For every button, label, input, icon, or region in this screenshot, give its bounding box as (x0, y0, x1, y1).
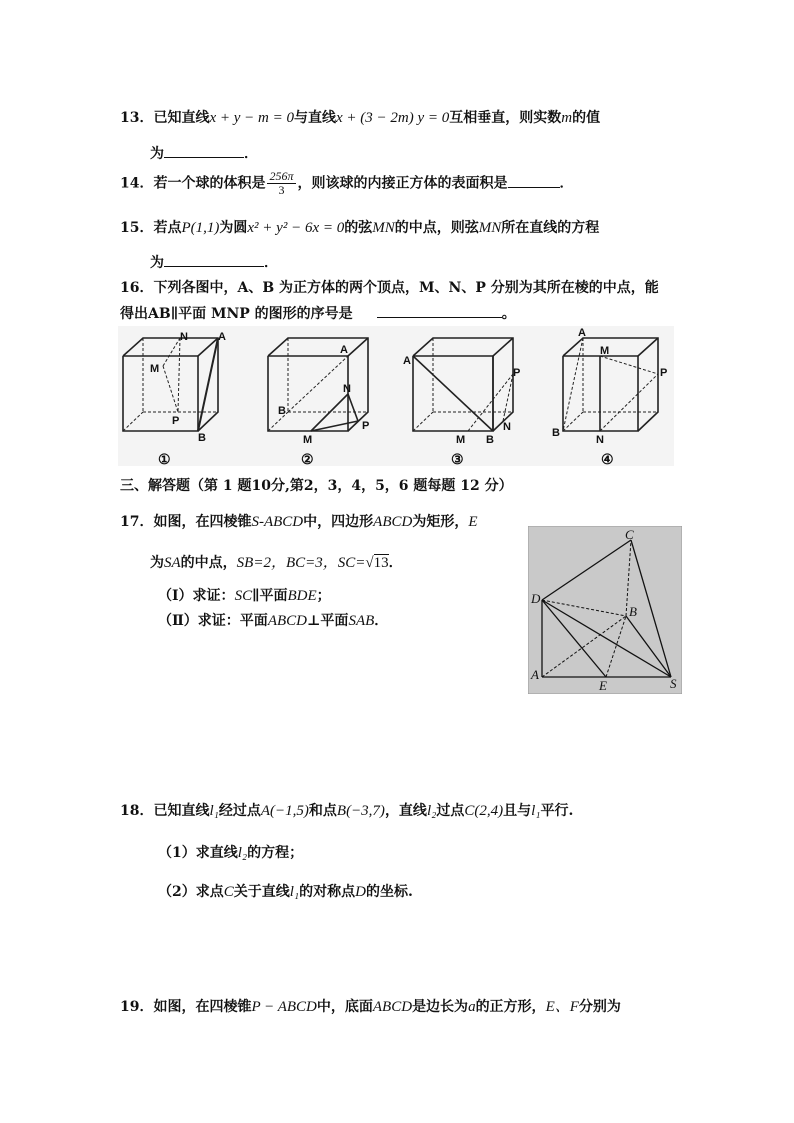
q18-line-l2: l₂ (237, 845, 248, 861)
q16-figures (118, 326, 674, 468)
q18-line-l1: l₁ (531, 803, 541, 819)
q15-chord: MN (372, 220, 395, 236)
q17-part1-text: ∥平面 (252, 588, 288, 604)
fig1-label-P: P (172, 415, 180, 427)
fig17-label-B: B (629, 604, 637, 619)
q13-text: 与直线 (294, 110, 336, 126)
q17-part2-text: ⊥平面 (306, 613, 349, 629)
q17-part1 (158, 585, 331, 605)
q15-line1 (120, 217, 599, 237)
fig17-label-S: S (670, 676, 677, 691)
q17-part1-bde: BDE (287, 588, 317, 604)
fig2-label-A: A (340, 344, 348, 356)
q17-quad: ABCD (373, 514, 413, 530)
q17-part1-text: （Ⅰ）求证： (158, 588, 235, 604)
q17-part1-end: ； (316, 588, 331, 604)
fig4-label-N: N (596, 434, 604, 446)
q17-part1-sc: SC (234, 588, 253, 604)
q15-text: 的中点，则弦 (394, 220, 479, 236)
q13-answer-blank[interactable] (164, 143, 244, 158)
q18-text: 过点 (436, 803, 465, 819)
q15-text: 为圆 (219, 220, 248, 236)
q15-line2 (150, 252, 278, 272)
q13-line1 (120, 107, 600, 127)
q17-line1 (120, 511, 478, 531)
q13-line-eq2: x + (3 − 2m) y = 0 (336, 110, 450, 126)
q16-line2 (120, 303, 516, 323)
fig3-label-B: B (486, 434, 494, 446)
q14-end: ． (559, 175, 574, 192)
q13-variable: m (561, 110, 573, 126)
q15-text: 所在直线的方程 (501, 220, 600, 236)
q17-text: 如图，在四棱锥 (153, 514, 252, 530)
q18-sub2-text: 的对称点 (299, 884, 356, 900)
q18-sub1-text: （1）求直线 (158, 845, 238, 861)
q19-text: 如图，在四棱锥 (153, 999, 252, 1015)
q17-pyramid-figure (528, 526, 682, 694)
fig17-label-D: D (531, 591, 541, 606)
q17-part2 (158, 610, 388, 630)
fig3-label-A: A (403, 355, 411, 367)
q15-chord: MN (478, 220, 502, 236)
q15-circle-eq: x² + y² − 6x = 0 (247, 220, 345, 236)
q17-line2 (150, 551, 403, 572)
q15-text: 的弦 (344, 220, 373, 236)
q15-point: P(1,1) (181, 220, 220, 236)
q18-line-l1: l₁ (209, 803, 219, 819)
q17-text: 中，四边形 (303, 514, 374, 530)
q18-point-b: B(−3,7) (336, 803, 385, 819)
q17-sqrt: √13 (365, 555, 389, 571)
q19-line1 (120, 995, 621, 1016)
fig1-label-M: M (150, 363, 160, 375)
fig2-label-P: P (362, 420, 370, 432)
fig-number-4: ④ (601, 451, 614, 467)
fig3-label-M: M (456, 434, 466, 446)
q18-text: ，直线 (384, 803, 427, 819)
section3-heading: 三、解答题（第 1 题10分,第2，3，4，5，6 题每题 12 分） (120, 478, 513, 494)
q18-sub2-text: 关于直线 (233, 884, 290, 900)
fig-number-3: ③ (451, 451, 464, 467)
q18-text: 且与 (503, 803, 532, 819)
q18-text: 和点 (308, 803, 337, 819)
fig4-label-A: A (578, 327, 586, 339)
q19-base: ABCD (372, 999, 413, 1015)
fig2-label-B: B (278, 405, 286, 417)
q18-sub2-text: 的坐标. (366, 884, 413, 900)
q17-text: 为矩形， (412, 514, 469, 530)
q15-text: 若点 (153, 220, 182, 236)
q19-text: 中，底面 (316, 999, 373, 1015)
q13-text: 互相垂直，则实数 (449, 110, 562, 126)
q18-text: 已知直线 (153, 803, 210, 819)
q18-sub1-text: 的方程； (247, 845, 304, 861)
q17-number: 17． (120, 514, 154, 530)
q18-number: 18． (120, 803, 154, 819)
q17-edge-sa: SA (164, 555, 181, 571)
fig-number-1: ① (158, 451, 171, 467)
q17-part2-abcd: ABCD (267, 613, 307, 629)
q15-end: ． (264, 255, 278, 271)
q16-line1 (120, 277, 659, 297)
q18-sub2-text: （2）求点 (158, 884, 224, 900)
q16-text: 下列各图中，A、B 为正方体的两个顶点，M、N、P 分别为其所在棱的中点，能 (153, 280, 659, 296)
q13-text: 为 (150, 146, 164, 162)
q14-text: 若一个球的体积是 (153, 175, 266, 192)
fig17-label-C: C (625, 527, 634, 542)
q17-part2-end: ． (374, 613, 389, 629)
q13-end: ． (244, 146, 258, 162)
fig1-label-A: A (218, 331, 226, 343)
q17-pyramid: S-ABCD (251, 514, 304, 530)
q14-answer-blank[interactable] (508, 173, 560, 188)
q19-pyramid: P − ABCD (251, 999, 317, 1015)
q14-line (120, 170, 574, 197)
q13-line2 (150, 143, 258, 163)
q18-point-c-ref: C (223, 884, 234, 900)
q17-text: 为 (150, 555, 164, 571)
q18-line1 (120, 800, 573, 820)
fig2-label-M: M (303, 434, 313, 446)
q17-sqrt-radicand: 13 (373, 555, 389, 571)
q13-line-eq1: x + y − m = 0 (209, 110, 294, 126)
fig17-label-A: A (531, 667, 539, 682)
q19-points-ef: E、F (545, 999, 579, 1015)
figure-background (118, 326, 674, 466)
q14-frac-denominator: 3 (278, 183, 285, 197)
fig-number-2: ② (301, 451, 314, 467)
q16-text: 得出AB∥平面 MNP 的图形的序号是 (120, 306, 353, 322)
fig4-label-B: B (552, 427, 560, 439)
q13-text: 的值 (572, 110, 601, 126)
fig4-label-P: P (660, 367, 668, 379)
q17-point-e: E (468, 514, 478, 530)
q16-answer-blank[interactable] (377, 303, 502, 318)
q19-text: 分别为 (578, 999, 621, 1015)
q18-text: 平行. (540, 803, 574, 819)
fig4-label-M: M (600, 345, 610, 357)
q18-text: 经过点 (218, 803, 261, 819)
q17-end: ． (388, 555, 403, 571)
q19-text: 是边长为 (412, 999, 469, 1015)
q14-number: 14． (120, 175, 154, 192)
q14-frac-numerator: 256π (269, 169, 294, 183)
q19-text: 的正方形， (475, 999, 546, 1015)
fig1-label-B: B (198, 432, 206, 444)
q18-sub1 (158, 842, 303, 862)
q17-part2-sab: SAB (348, 613, 375, 629)
q16-number: 16． (120, 280, 154, 296)
q13-text: 已知直线 (153, 110, 210, 126)
q14-fraction (267, 170, 295, 197)
q13-number: 13． (120, 110, 154, 126)
q18-sub2 (158, 881, 413, 901)
q19-number: 19． (120, 999, 154, 1015)
q17-values: SB=2，BC=3，SC= (236, 555, 366, 571)
q15-number: 15． (120, 220, 154, 236)
q18-point-a: A(−1,5) (260, 803, 309, 819)
q18-point-c: C(2,4) (464, 803, 504, 819)
q14-text: ，则该球的内接正方体的表面积是 (297, 175, 508, 192)
fig17-label-E: E (599, 678, 607, 693)
fig1-label-N: N (180, 331, 188, 343)
fig2-label-N: N (343, 383, 351, 395)
q18-line-l2: l₂ (426, 803, 437, 819)
q17-part2-text: （Ⅱ）求证：平面 (158, 613, 268, 629)
q17-text: 的中点， (180, 555, 237, 571)
q16-end: 。 (501, 306, 516, 322)
fig3-label-P: P (513, 367, 521, 379)
q18-point-d: D (355, 884, 366, 900)
q19-side-a: a (468, 999, 476, 1015)
fig3-label-N: N (503, 421, 511, 433)
q15-answer-blank[interactable] (164, 252, 264, 267)
q18-line-l1: l₁ (289, 884, 300, 900)
q15-text: 为 (150, 255, 164, 271)
